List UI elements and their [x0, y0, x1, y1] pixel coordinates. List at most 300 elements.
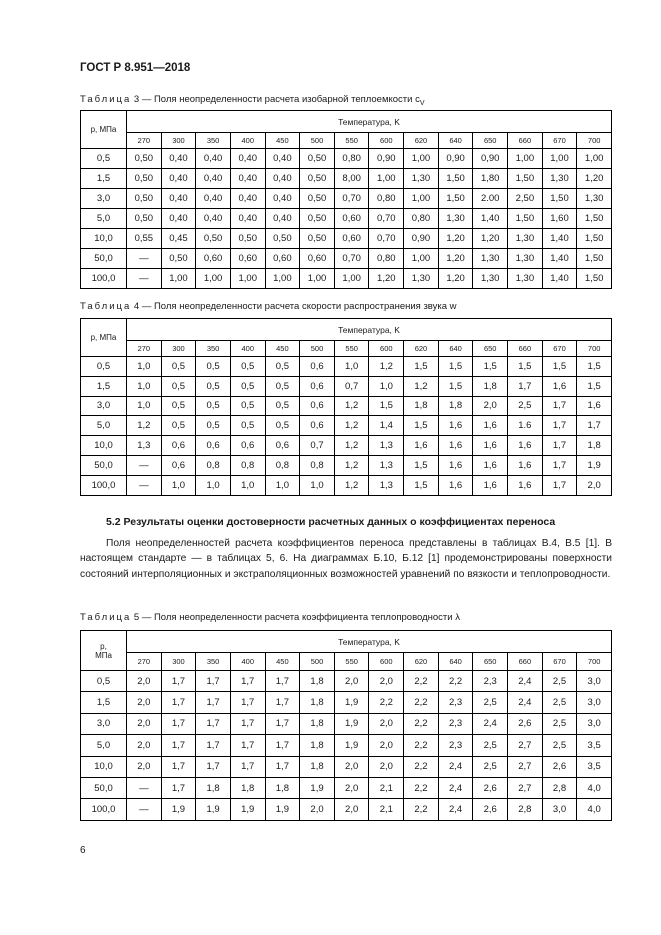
value-cell: 1,8 — [300, 692, 335, 713]
value-cell: 1,7 — [265, 756, 300, 777]
value-cell: 4,0 — [577, 799, 612, 820]
value-cell: 1,50 — [508, 209, 543, 229]
value-cell: 0,60 — [196, 249, 231, 269]
table3 — [80, 110, 612, 289]
value-cell: 1,6 — [508, 475, 543, 495]
table3-caption-sub: V — [419, 99, 425, 107]
standard-header: ГОСТ Р 8.951—2018 — [80, 62, 191, 74]
table5-caption-text: — Поля неопределенности расчета коэффициента теплопроводности λ — [141, 612, 460, 623]
value-cell: 1,60 — [542, 209, 577, 229]
value-cell: 0,40 — [265, 209, 300, 229]
temperature-cell: 640 — [438, 133, 473, 149]
temperature-cell: 600 — [369, 341, 404, 357]
value-cell: 2,0 — [334, 777, 369, 798]
table-row — [81, 269, 612, 289]
value-cell: 4,0 — [577, 777, 612, 798]
table-row — [81, 692, 612, 713]
value-cell: 1,3 — [127, 436, 162, 456]
temperature-cell: 670 — [542, 341, 577, 357]
value-cell: 1,9 — [334, 692, 369, 713]
value-cell: 0,5 — [196, 416, 231, 436]
temperature-cell: 300 — [161, 133, 196, 149]
table-row — [81, 799, 612, 820]
value-cell: 0,50 — [127, 149, 162, 169]
temperature-cell: 670 — [542, 653, 577, 671]
pressure-cell: 100,0 — [81, 475, 127, 495]
value-cell: 2,4 — [508, 692, 543, 713]
value-cell: 1,0 — [127, 376, 162, 396]
table5-caption-word: Таблица — [80, 612, 132, 623]
pressure-cell: 50,0 — [81, 455, 127, 475]
value-cell: 1,6 — [473, 416, 508, 436]
value-cell: 0,90 — [369, 149, 404, 169]
value-cell: 0,60 — [230, 249, 265, 269]
value-cell: 2,2 — [404, 756, 439, 777]
value-cell: 1,9 — [300, 777, 335, 798]
table-row — [81, 671, 612, 692]
table-row — [81, 249, 612, 269]
value-cell: 2,3 — [438, 692, 473, 713]
value-cell: 1,00 — [404, 249, 439, 269]
value-cell: 2,1 — [369, 777, 404, 798]
value-cell: 0,40 — [161, 149, 196, 169]
temperature-cell: 270 — [127, 341, 162, 357]
value-cell: 1,50 — [577, 249, 612, 269]
table5-caption — [80, 612, 460, 623]
temperature-cell: 650 — [473, 341, 508, 357]
value-cell: 1,5 — [577, 376, 612, 396]
value-cell: — — [127, 799, 162, 820]
value-cell: 1,0 — [196, 475, 231, 495]
value-cell: 1,9 — [196, 799, 231, 820]
temperature-cell: 500 — [300, 133, 335, 149]
temperature-cell: 300 — [161, 653, 196, 671]
value-cell: 2,7 — [508, 735, 543, 756]
value-cell: 2,2 — [438, 671, 473, 692]
value-cell: 2,2 — [404, 692, 439, 713]
value-cell: 1,5 — [404, 416, 439, 436]
value-cell: 1,20 — [577, 169, 612, 189]
value-cell: 1,7 — [508, 376, 543, 396]
value-cell: — — [127, 269, 162, 289]
value-cell: 2,3 — [473, 671, 508, 692]
value-cell: 1,00 — [404, 149, 439, 169]
value-cell: 1,30 — [438, 209, 473, 229]
value-cell: 1,50 — [508, 169, 543, 189]
value-cell: 0,70 — [334, 249, 369, 269]
value-cell: 1,3 — [369, 436, 404, 456]
pressure-cell: 5,0 — [81, 735, 127, 756]
value-cell: 1,80 — [473, 169, 508, 189]
value-cell: 1,00 — [334, 269, 369, 289]
value-cell: 1,2 — [334, 416, 369, 436]
value-cell: 2,0 — [127, 713, 162, 734]
value-cell: 2,8 — [508, 799, 543, 820]
value-cell: 1,0 — [127, 357, 162, 377]
value-cell: 2,6 — [508, 713, 543, 734]
value-cell: 0,80 — [404, 209, 439, 229]
value-cell: 0,5 — [161, 357, 196, 377]
temperature-cell: 700 — [577, 341, 612, 357]
table-row — [81, 396, 612, 416]
pressure-cell: 0,5 — [81, 671, 127, 692]
value-cell: 1,20 — [369, 269, 404, 289]
value-cell: 0,50 — [230, 229, 265, 249]
value-cell: 2,0 — [127, 756, 162, 777]
value-cell: 0,50 — [265, 229, 300, 249]
pressure-header: p, МПа — [81, 319, 127, 357]
value-cell: 0,80 — [369, 249, 404, 269]
value-cell: 0,6 — [300, 416, 335, 436]
temperature-cell: 660 — [508, 653, 543, 671]
value-cell: 1,6 — [473, 475, 508, 495]
value-cell: 1,30 — [508, 229, 543, 249]
value-cell: 1,7 — [196, 713, 231, 734]
value-cell: 1,7 — [265, 671, 300, 692]
table-row — [81, 357, 612, 377]
table-row — [81, 455, 612, 475]
value-cell: 0,50 — [127, 209, 162, 229]
value-cell: 1,8 — [265, 777, 300, 798]
value-cell: 0,80 — [369, 189, 404, 209]
pressure-cell: 10,0 — [81, 756, 127, 777]
value-cell: 1,0 — [265, 475, 300, 495]
temperature-cell: 620 — [404, 133, 439, 149]
temperature-cell: 650 — [473, 133, 508, 149]
value-cell: 1,00 — [196, 269, 231, 289]
pressure-cell: 10,0 — [81, 436, 127, 456]
pressure-header — [81, 631, 127, 671]
value-cell: 0,5 — [230, 376, 265, 396]
value-cell: 1,50 — [438, 169, 473, 189]
pressure-cell: 1,5 — [81, 169, 127, 189]
value-cell: 1,6 — [577, 396, 612, 416]
value-cell: 1,0 — [300, 475, 335, 495]
value-cell: 1,9 — [334, 735, 369, 756]
value-cell: 0,55 — [127, 229, 162, 249]
value-cell: 1,5 — [438, 376, 473, 396]
value-cell: 0,40 — [230, 209, 265, 229]
value-cell: 2,8 — [542, 777, 577, 798]
value-cell: 1,30 — [542, 169, 577, 189]
value-cell: 1,7 — [577, 416, 612, 436]
value-cell: 0,40 — [196, 149, 231, 169]
value-cell: 0,40 — [230, 169, 265, 189]
pressure-cell: 1,5 — [81, 376, 127, 396]
temperature-cell: 450 — [265, 341, 300, 357]
value-cell: 1,7 — [196, 671, 231, 692]
value-cell: 0,6 — [230, 436, 265, 456]
temperature-cell: 400 — [230, 653, 265, 671]
temperature-cell: 450 — [265, 133, 300, 149]
section-heading: 5.2 Результаты оценки достоверности расчетных данных о коэффициентах переноса — [106, 516, 556, 528]
table-row — [81, 149, 612, 169]
value-cell: 2,0 — [127, 692, 162, 713]
value-cell: — — [127, 475, 162, 495]
value-cell: 2,0 — [369, 671, 404, 692]
pressure-cell: 100,0 — [81, 269, 127, 289]
temperature-header: Температура, K — [127, 111, 612, 133]
table3-caption-word: Таблица — [80, 94, 132, 105]
value-cell: 1,0 — [369, 376, 404, 396]
value-cell: 2,5 — [473, 756, 508, 777]
temperature-cell: 300 — [161, 341, 196, 357]
value-cell: 0,60 — [265, 249, 300, 269]
table-row — [81, 169, 612, 189]
temperature-cell: 400 — [230, 341, 265, 357]
value-cell: 3,0 — [542, 799, 577, 820]
value-cell: 1,5 — [404, 475, 439, 495]
value-cell: 0,40 — [265, 169, 300, 189]
value-cell: 0,6 — [300, 357, 335, 377]
value-cell: 1,30 — [473, 249, 508, 269]
value-cell: 1,6 — [508, 455, 543, 475]
table-row — [81, 229, 612, 249]
value-cell: 0,8 — [196, 455, 231, 475]
value-cell: 2,4 — [438, 799, 473, 820]
value-cell: 2,0 — [127, 735, 162, 756]
pressure-cell: 1,5 — [81, 692, 127, 713]
table4-caption-number: 4 — [133, 301, 140, 312]
table-row — [81, 735, 612, 756]
value-cell: 1,7 — [230, 671, 265, 692]
value-cell: 0,60 — [300, 249, 335, 269]
pressure-cell: 0,5 — [81, 357, 127, 377]
table-row — [81, 756, 612, 777]
value-cell: 0,70 — [369, 209, 404, 229]
value-cell: 0,40 — [196, 169, 231, 189]
temperature-cell: 450 — [265, 653, 300, 671]
value-cell: 2,2 — [404, 713, 439, 734]
value-cell: 3,5 — [577, 735, 612, 756]
value-cell: 2,0 — [369, 735, 404, 756]
value-cell: 0,40 — [230, 189, 265, 209]
value-cell: 2,0 — [369, 756, 404, 777]
value-cell: 1,2 — [334, 436, 369, 456]
pressure-cell: 5,0 — [81, 416, 127, 436]
value-cell: 1,00 — [161, 269, 196, 289]
pressure-cell: 5,0 — [81, 209, 127, 229]
value-cell: 1,8 — [300, 671, 335, 692]
value-cell: 0,45 — [161, 229, 196, 249]
value-cell: 2,7 — [508, 777, 543, 798]
value-cell: 2,5 — [542, 692, 577, 713]
temperature-cell: 660 — [508, 133, 543, 149]
value-cell: 1,7 — [161, 735, 196, 756]
table-row — [81, 416, 612, 436]
value-cell: 0,6 — [265, 436, 300, 456]
value-cell: 0,50 — [300, 169, 335, 189]
value-cell: 1,8 — [300, 735, 335, 756]
value-cell: 0,5 — [196, 357, 231, 377]
temperature-cell: 550 — [334, 133, 369, 149]
value-cell: 1,00 — [577, 149, 612, 169]
temperature-cell: 270 — [127, 133, 162, 149]
value-cell: 0,60 — [334, 229, 369, 249]
value-cell: 0,70 — [334, 189, 369, 209]
value-cell: 1,7 — [161, 713, 196, 734]
value-cell: 1,8 — [300, 756, 335, 777]
value-cell: 1,7 — [265, 735, 300, 756]
value-cell: 1,7 — [230, 735, 265, 756]
value-cell: 1,5 — [473, 357, 508, 377]
temperature-cell: 620 — [404, 653, 439, 671]
value-cell: 0,50 — [127, 169, 162, 189]
table-row — [81, 436, 612, 456]
value-cell: 1,8 — [196, 777, 231, 798]
value-cell: 0,50 — [300, 149, 335, 169]
value-cell: 0,90 — [438, 149, 473, 169]
table-row — [81, 777, 612, 798]
pressure-cell: 0,5 — [81, 149, 127, 169]
table5-caption-number: 5 — [133, 612, 140, 623]
value-cell: 1,9 — [230, 799, 265, 820]
temperature-cell: 500 — [300, 341, 335, 357]
value-cell: 1,00 — [265, 269, 300, 289]
value-cell: 1,5 — [404, 455, 439, 475]
value-cell: 1,7 — [161, 756, 196, 777]
value-cell: 1,8 — [300, 713, 335, 734]
value-cell: 0,5 — [265, 376, 300, 396]
temperature-cell: 350 — [196, 133, 231, 149]
value-cell: 2,5 — [542, 671, 577, 692]
value-cell: 1,2 — [334, 396, 369, 416]
value-cell: 2,6 — [473, 799, 508, 820]
value-cell: 1,7 — [230, 713, 265, 734]
value-cell: 1,6 — [438, 436, 473, 456]
table4-caption-text: — Поля неопределенности расчета скорости распространения звука w — [141, 301, 457, 312]
value-cell: 0,40 — [161, 189, 196, 209]
table3-caption-text: — Поля неопределенности расчета изобарной теплоемкости c — [141, 94, 420, 105]
value-cell: 1,5 — [438, 357, 473, 377]
value-cell: 0,7 — [334, 376, 369, 396]
table-row — [81, 376, 612, 396]
value-cell: 2,0 — [369, 713, 404, 734]
value-cell: 1,50 — [577, 269, 612, 289]
value-cell: 2,0 — [127, 671, 162, 692]
value-cell: 0,6 — [300, 376, 335, 396]
value-cell: 1,4 — [369, 416, 404, 436]
value-cell: 1,8 — [404, 396, 439, 416]
value-cell: 0,40 — [196, 209, 231, 229]
value-cell: 1,50 — [577, 209, 612, 229]
value-cell: 2,5 — [542, 735, 577, 756]
value-cell: 1,50 — [577, 229, 612, 249]
value-cell: 1,7 — [230, 756, 265, 777]
value-cell: 0,40 — [161, 169, 196, 189]
table-row — [81, 209, 612, 229]
temperature-cell: 700 — [577, 133, 612, 149]
value-cell: 1,30 — [404, 169, 439, 189]
table-row — [81, 189, 612, 209]
value-cell: 2,50 — [508, 189, 543, 209]
value-cell: 1,2 — [334, 475, 369, 495]
value-cell: 0,5 — [196, 376, 231, 396]
value-cell: 3,0 — [577, 671, 612, 692]
temperature-cell: 600 — [369, 133, 404, 149]
pressure-header-part: МПа — [95, 650, 112, 660]
value-cell: 1,40 — [542, 269, 577, 289]
value-cell: 2,0 — [334, 799, 369, 820]
value-cell: 0,6 — [161, 436, 196, 456]
value-cell: 0,5 — [265, 396, 300, 416]
value-cell: 0,40 — [265, 189, 300, 209]
value-cell: 2.00 — [473, 189, 508, 209]
value-cell: 1,6 — [542, 376, 577, 396]
value-cell: 0,50 — [300, 229, 335, 249]
value-cell: 1,20 — [473, 229, 508, 249]
value-cell: 2,5 — [473, 692, 508, 713]
value-cell: 1,00 — [404, 189, 439, 209]
page-number: 6 — [80, 845, 86, 856]
value-cell: 0,40 — [161, 209, 196, 229]
temperature-cell: 550 — [334, 653, 369, 671]
value-cell: 0,5 — [161, 376, 196, 396]
table-row — [81, 713, 612, 734]
value-cell: 3,0 — [577, 713, 612, 734]
value-cell: 2,0 — [334, 756, 369, 777]
value-cell: 1,0 — [161, 475, 196, 495]
value-cell: 1,20 — [438, 249, 473, 269]
value-cell: 1,6 — [438, 455, 473, 475]
pressure-cell: 3,0 — [81, 396, 127, 416]
value-cell: 1,7 — [196, 756, 231, 777]
value-cell: 0,5 — [230, 416, 265, 436]
value-cell: 2,6 — [473, 777, 508, 798]
value-cell: 2,6 — [542, 756, 577, 777]
value-cell: 0,5 — [230, 357, 265, 377]
value-cell: 1,7 — [230, 692, 265, 713]
value-cell: 0,50 — [161, 249, 196, 269]
pressure-cell: 3,0 — [81, 713, 127, 734]
value-cell: 2,2 — [404, 777, 439, 798]
section-paragraph: Поля неопределенностей расчета коэффициентов переноса представлены в таблицах В.4, В.5 [1]. В настоящем стандарте — в таблицах 5, 6. На диаграммах Б.10, Б.12 [1] продемонстрированы поверхности состояний интерполяционных и экстраполяционных возможностей уравнений по вязкости и теплопроводности. — [80, 538, 612, 580]
value-cell: 2,2 — [369, 692, 404, 713]
value-cell: 1,5 — [577, 357, 612, 377]
value-cell: 1,20 — [438, 269, 473, 289]
value-cell: 2,4 — [438, 777, 473, 798]
value-cell: 0,80 — [334, 149, 369, 169]
value-cell: 1,6 — [473, 436, 508, 456]
value-cell: 1,40 — [542, 249, 577, 269]
value-cell: 2,2 — [404, 671, 439, 692]
value-cell: 0,60 — [334, 209, 369, 229]
value-cell: 2,2 — [404, 799, 439, 820]
value-cell: 1,2 — [334, 455, 369, 475]
pressure-cell: 10,0 — [81, 229, 127, 249]
value-cell: 1,00 — [300, 269, 335, 289]
value-cell: 1,6 — [508, 436, 543, 456]
value-cell: 1,7 — [542, 455, 577, 475]
value-cell: 0,8 — [300, 455, 335, 475]
value-cell: 0,5 — [161, 396, 196, 416]
value-cell: 1,7 — [542, 416, 577, 436]
value-cell: 2,4 — [473, 713, 508, 734]
pressure-header: p, МПа — [81, 111, 127, 149]
value-cell: 1,00 — [508, 149, 543, 169]
value-cell: 3,5 — [577, 756, 612, 777]
value-cell: 0,5 — [230, 396, 265, 416]
temperature-cell: 640 — [438, 653, 473, 671]
value-cell: 0,8 — [230, 455, 265, 475]
value-cell: 2,7 — [508, 756, 543, 777]
temperature-cell: 660 — [508, 341, 543, 357]
value-cell: 3,0 — [577, 692, 612, 713]
value-cell: 1,8 — [473, 376, 508, 396]
value-cell: 1,7 — [542, 396, 577, 416]
value-cell: 0,5 — [265, 357, 300, 377]
temperature-cell: 600 — [369, 653, 404, 671]
